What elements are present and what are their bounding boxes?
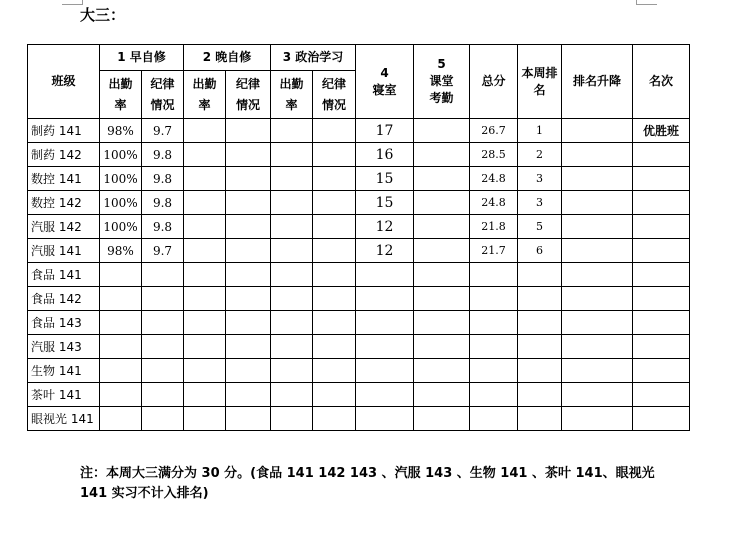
class-cell: 汽服 143 [28,335,100,359]
evening-attendance-cell [184,383,226,407]
political-discipline-cell [313,359,356,383]
rank-change-cell [562,287,633,311]
rank-change-cell [562,359,633,383]
morning-discipline-cell [142,311,184,335]
evening-discipline-cell [226,143,271,167]
political-attendance-cell [271,311,313,335]
rank-cell: 3 [518,167,562,191]
morning-discipline-cell: 9.7 [142,119,184,143]
table-row [28,287,690,311]
morning-attendance-cell [100,383,142,407]
classroom-cell [414,239,470,263]
total-cell [470,263,518,287]
table-row [28,311,690,335]
morning-discipline-cell [142,383,184,407]
rank-change-cell [562,263,633,287]
dorm-cell [356,335,414,359]
place-cell [633,407,690,431]
table-row [28,119,690,143]
morning-attendance-cell [100,407,142,431]
class-cell: 茶叶 141 [28,383,100,407]
classroom-cell [414,311,470,335]
dorm-cell [356,359,414,383]
table-row [28,263,690,287]
subheader-attendance-2 [184,71,226,119]
classroom-cell [414,287,470,311]
header-place: 名次 [633,45,690,119]
evening-attendance-cell [184,239,226,263]
political-discipline-cell [313,287,356,311]
class-cell: 食品 142 [28,287,100,311]
subheader-attendance-3 [271,71,313,119]
evening-attendance-cell [184,311,226,335]
subheader-discipline-3 [313,71,356,119]
rank-cell [518,335,562,359]
evening-discipline-cell [226,239,271,263]
morning-discipline-cell: 9.8 [142,167,184,191]
classroom-cell [414,407,470,431]
place-cell [633,191,690,215]
subheader-text: 情况 [321,97,346,112]
header-classroom-number: 5 [437,57,446,71]
total-cell: 21.7 [470,239,518,263]
classroom-cell [414,167,470,191]
dorm-cell [356,407,414,431]
evening-discipline-cell [226,215,271,239]
political-attendance-cell [271,407,313,431]
table-row [28,215,690,239]
morning-attendance-cell: 100% [100,191,142,215]
political-discipline-cell [313,191,356,215]
class-cell: 数控 142 [28,191,100,215]
dorm-cell [356,311,414,335]
total-cell: 28.5 [470,143,518,167]
classroom-cell [414,143,470,167]
rank-cell: 2 [518,143,562,167]
class-cell: 汽服 142 [28,215,100,239]
morning-attendance-cell [100,263,142,287]
political-attendance-cell [271,359,313,383]
morning-attendance-cell: 98% [100,239,142,263]
header-weekly-rank-line1: 本周排 [521,65,558,80]
place-cell [633,143,690,167]
header-row-1 [28,45,690,71]
political-discipline-cell [313,407,356,431]
page-corner-mark-right [636,0,657,5]
class-cell: 生物 141 [28,359,100,383]
political-attendance-cell [271,383,313,407]
political-attendance-cell [271,335,313,359]
table-row [28,383,690,407]
total-cell [470,407,518,431]
table-row [28,335,690,359]
subheader-text: 出勤 [279,76,304,91]
header-classroom-attendance [414,45,470,119]
table-row [28,143,690,167]
place-cell [633,359,690,383]
evening-discipline-cell [226,335,271,359]
class-cell: 数控 141 [28,167,100,191]
morning-attendance-cell [100,287,142,311]
place-cell [633,335,690,359]
subheader-text: 纪律 [321,76,346,91]
table-row [28,167,690,191]
total-cell: 21.8 [470,215,518,239]
dorm-cell [356,287,414,311]
evening-attendance-cell [184,167,226,191]
political-attendance-cell [271,215,313,239]
total-cell [470,359,518,383]
evening-attendance-cell [184,215,226,239]
rank-cell: 6 [518,239,562,263]
political-discipline-cell [313,335,356,359]
table-row [28,359,690,383]
rank-cell [518,263,562,287]
dorm-cell: 17 [356,119,414,143]
header-rank-change: 排名升降 [562,45,633,119]
rank-change-cell [562,215,633,239]
morning-discipline-cell: 9.8 [142,215,184,239]
evening-discipline-cell [226,287,271,311]
subheader-text: 情况 [235,97,260,112]
evening-attendance-cell [184,119,226,143]
political-discipline-cell [313,167,356,191]
table-body [28,119,690,431]
morning-attendance-cell: 100% [100,215,142,239]
classroom-cell [414,191,470,215]
place-cell [633,167,690,191]
dorm-cell: 15 [356,191,414,215]
place-cell [633,215,690,239]
rank-cell: 3 [518,191,562,215]
morning-discipline-cell [142,287,184,311]
evening-discipline-cell [226,263,271,287]
subheader-discipline-1 [142,71,184,119]
subheader-text: 率 [285,97,298,112]
header-political-study: 3 政治学习 [271,45,356,71]
rank-cell [518,311,562,335]
table-row [28,191,690,215]
political-attendance-cell [271,287,313,311]
morning-discipline-cell: 9.8 [142,191,184,215]
total-cell [470,335,518,359]
classroom-cell [414,359,470,383]
class-cell: 制药 142 [28,143,100,167]
political-attendance-cell [271,119,313,143]
morning-discipline-cell [142,407,184,431]
score-table [27,44,690,431]
place-cell: 优胜班 [633,119,690,143]
header-morning-study: 1 早自修 [100,45,184,71]
header-dorm [356,45,414,119]
political-attendance-cell [271,143,313,167]
header-classroom-label: 课堂 [429,74,454,88]
subheader-text: 率 [114,97,127,112]
rank-cell [518,407,562,431]
header-dorm-number: 4 [380,65,389,80]
political-discipline-cell [313,311,356,335]
place-cell [633,263,690,287]
total-cell: 24.8 [470,167,518,191]
classroom-cell [414,119,470,143]
political-discipline-cell [313,263,356,287]
subheader-text: 纪律 [150,76,175,91]
total-cell [470,383,518,407]
place-cell [633,383,690,407]
header-evening-study: 2 晚自修 [184,45,271,71]
rank-change-cell [562,191,633,215]
evening-attendance-cell [184,335,226,359]
political-discipline-cell [313,239,356,263]
header-dorm-label: 寝室 [372,82,397,97]
morning-attendance-cell: 100% [100,143,142,167]
classroom-cell [414,263,470,287]
total-cell: 24.8 [470,191,518,215]
rank-change-cell [562,311,633,335]
political-discipline-cell [313,119,356,143]
place-cell [633,311,690,335]
evening-discipline-cell [226,383,271,407]
political-attendance-cell [271,191,313,215]
evening-discipline-cell [226,191,271,215]
evening-attendance-cell [184,407,226,431]
morning-discipline-cell [142,359,184,383]
evening-attendance-cell [184,263,226,287]
subheader-text: 出勤 [108,76,133,91]
morning-discipline-cell: 9.7 [142,239,184,263]
morning-discipline-cell [142,263,184,287]
subheader-attendance-1 [100,71,142,119]
class-cell: 汽服 141 [28,239,100,263]
class-cell: 食品 141 [28,263,100,287]
dorm-cell: 12 [356,239,414,263]
place-cell [633,239,690,263]
political-attendance-cell [271,167,313,191]
evening-discipline-cell [226,167,271,191]
morning-attendance-cell: 98% [100,119,142,143]
evening-discipline-cell [226,359,271,383]
dorm-cell: 12 [356,215,414,239]
political-discipline-cell [313,143,356,167]
total-cell: 26.7 [470,119,518,143]
morning-attendance-cell: 100% [100,167,142,191]
political-discipline-cell [313,383,356,407]
rank-cell [518,383,562,407]
evening-attendance-cell [184,359,226,383]
subheader-text: 率 [198,97,211,112]
header-total: 总分 [470,45,518,119]
evening-attendance-cell [184,143,226,167]
header-weekly-rank [518,45,562,119]
evening-discipline-cell [226,119,271,143]
morning-attendance-cell [100,359,142,383]
header-weekly-rank-line2: 名 [533,82,546,97]
rank-change-cell [562,407,633,431]
dorm-cell [356,383,414,407]
total-cell [470,287,518,311]
evening-discipline-cell [226,311,271,335]
rank-change-cell [562,239,633,263]
rank-cell [518,359,562,383]
place-cell [633,287,690,311]
footnote: 注：本周大三满分为 30 分。(食品 141 142 143 、汽服 143 、生物 141 、茶叶 141、眼视光 141 实习不计入排名) [80,466,655,501]
total-cell [470,311,518,335]
subheader-text: 纪律 [235,76,260,91]
classroom-cell [414,335,470,359]
class-cell: 眼视光 141 [28,407,100,431]
evening-attendance-cell [184,287,226,311]
political-attendance-cell [271,239,313,263]
classroom-cell [414,383,470,407]
dorm-cell: 16 [356,143,414,167]
rank-change-cell [562,335,633,359]
header-classroom-label-2: 考勤 [429,91,454,105]
morning-discipline-cell [142,335,184,359]
rank-change-cell [562,143,633,167]
morning-attendance-cell [100,311,142,335]
rank-cell [518,287,562,311]
evening-attendance-cell [184,191,226,215]
rank-change-cell [562,167,633,191]
subheader-text: 情况 [150,97,175,112]
morning-discipline-cell: 9.8 [142,143,184,167]
dorm-cell [356,263,414,287]
rank-change-cell [562,119,633,143]
dorm-cell: 15 [356,167,414,191]
political-attendance-cell [271,263,313,287]
class-cell: 制药 141 [28,119,100,143]
rank-change-cell [562,383,633,407]
section-heading: 大三： [80,6,126,24]
rank-cell: 1 [518,119,562,143]
rank-cell: 5 [518,215,562,239]
header-class: 班级 [28,45,100,119]
evening-discipline-cell [226,407,271,431]
classroom-cell [414,215,470,239]
class-cell: 食品 143 [28,311,100,335]
political-discipline-cell [313,215,356,239]
subheader-text: 出勤 [192,76,217,91]
morning-attendance-cell [100,335,142,359]
subheader-discipline-2 [226,71,271,119]
table-row [28,407,690,431]
table-row [28,239,690,263]
